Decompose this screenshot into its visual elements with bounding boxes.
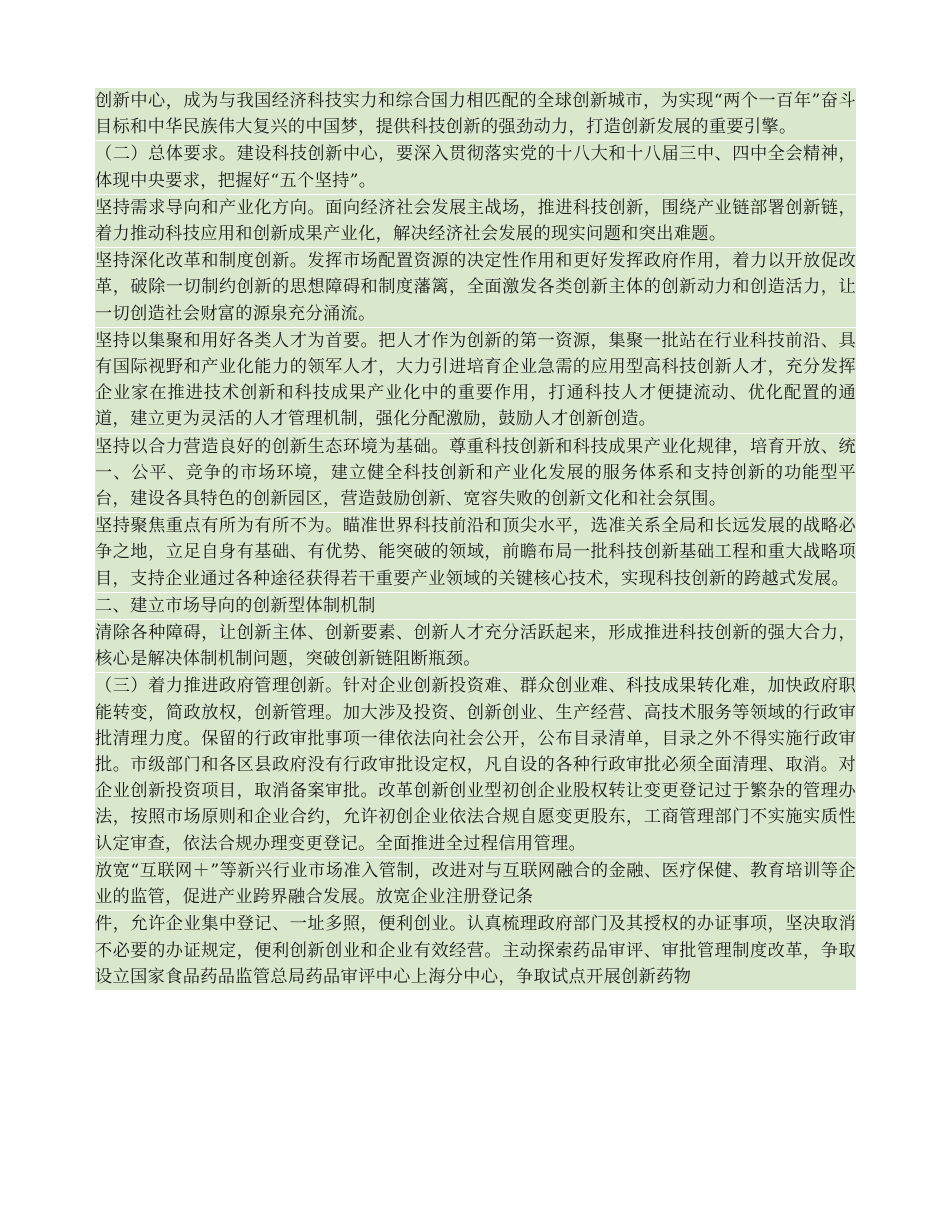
paragraph-remove-barriers: 清除各种障碍，让创新主体、创新要素、创新人才充分活跃起来，形成推进科技创新的强大合力，核心是解决体制机制问题，突破创新链阻断瓶颈。	[95, 620, 856, 673]
section-heading: 二、建立市场导向的创新型体制机制	[95, 593, 856, 620]
paragraph-intro-continuation: 创新中心，成为与我国经济科技实力和综合国力相匹配的全球创新城市，为实现“两个一百年”奋斗目标和中华民族伟大复兴的中国梦，提供科技创新的强劲动力，打造创新发展的重要引擎。	[95, 88, 856, 141]
paragraph-ecosystem: 坚持以合力营造良好的创新生态环境为基础。尊重科技创新和科技成果产业化规律，培育开放、统一、公平、竞争的市场环境，建立健全科技创新和产业化发展的服务体系和支持创新的功能型平台，建设各具特色的创新园区，营造鼓励创新、宽容失败的创新文化和社会氛围。	[95, 434, 856, 514]
paragraph-talent: 坚持以集聚和用好各类人才为首要。把人才作为创新的第一资源，集聚一批站在行业科技前沿、具有国际视野和产业化能力的领军人才，大力引进培育企业急需的应用型高科技创新人才，充分发挥企业家在推进技术创新和科技成果产业化中的重要作用，打通科技人才便捷流动、优化配置的通道，建立更为灵活的人才管理机制，强化分配激励，鼓励人才创新创造。	[95, 328, 856, 434]
paragraph-general-requirements: （二）总体要求。建设科技创新中心，要深入贯彻落实党的十八大和十八届三中、四中全会精神，体现中央要求，把握好“五个坚持”。	[95, 141, 856, 194]
paragraph-focus: 坚持聚焦重点有所为有所不为。瞄准世界科技前沿和顶尖水平，选准关系全局和长远发展的战略必争之地，立足自身有基础、有优势、能突破的领域，前瞻布局一批科技创新基础工程和重大战略项目，支持企业通过各种途径获得若干重要产业领域的关键核心技术，实现科技创新的跨越式发展。	[95, 513, 856, 593]
paragraph-deepen-reform: 坚持深化改革和制度创新。发挥市场配置资源的决定性作用和更好发挥政府作用，着力以开放促改革，破除一切制约创新的思想障碍和制度藩篱，全面激发各类创新主体的创新动力和创造活力，让一切创造社会财富的源泉充分涌流。	[95, 248, 856, 328]
paragraph-internet-plus: 放宽“互联网＋”等新兴行业市场准入管制，改进对与互联网融合的金融、医疗保健、教育培训等企业的监管，促进产业跨界融合发展。放宽企业注册登记条	[95, 858, 856, 911]
paragraph-government-management: （三）着力推进政府管理创新。针对企业创新投资难、群众创业难、科技成果转化难，加快政府职能转变，简政放权，创新管理。加大涉及投资、创新创业、生产经营、高技术服务等领域的行政审批清理力度。保留的行政审批事项一律依法向社会公开，公布目录清单，目录之外不得实施行政审批。市级部门和各区县政府没有行政审批设定权，凡自设的各种行政审批必须全面清理、取消。对企业创新投资项目，取消备案审批。改革创新创业型初创企业股权转让变更登记过于繁杂的管理办法，按照市场原则和企业合约，允许初创企业依法合规自愿变更股东，工商管理部门不实施实质性认定审查，依法合规办理变更登记。全面推进全过程信用管理。	[95, 673, 856, 857]
paragraph-demand-orientation: 坚持需求导向和产业化方向。面向经济社会发展主战场，推进科技创新，围绕产业链部署创新链，着力推动科技应用和创新成果产业化，解决经济社会发展的现实问题和突出难题。	[95, 195, 856, 248]
document-body	[95, 88, 856, 991]
paragraph-registration: 件，允许企业集中登记、一址多照，便利创业。认真梳理政府部门及其授权的办证事项，坚决取消不必要的办证规定，便利创新创业和企业有效经营。主动探索药品审评、审批管理制度改革，争取设立国家食品药品监管总局药品审评中心上海分中心，争取试点开展创新药物	[95, 911, 856, 991]
